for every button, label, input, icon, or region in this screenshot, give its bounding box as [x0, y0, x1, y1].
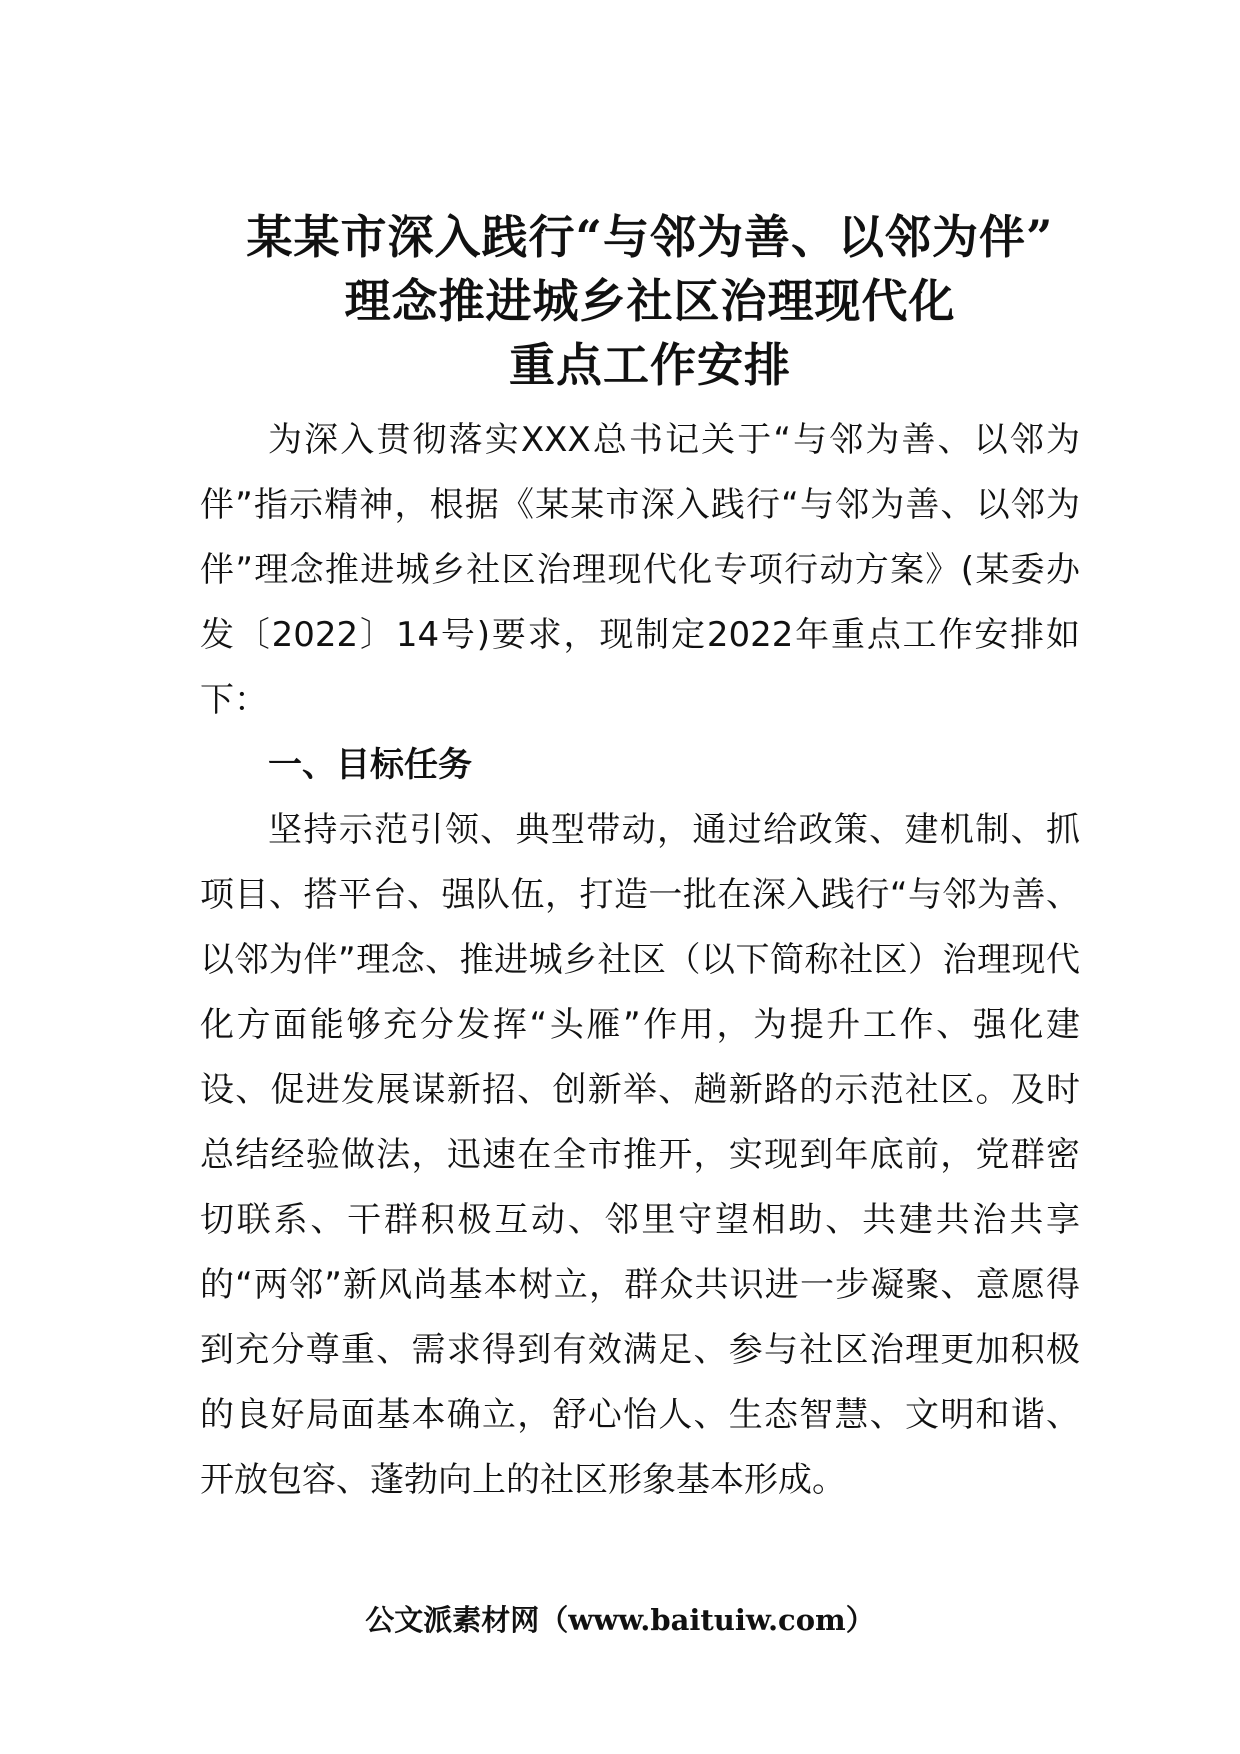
goals-paragraph: 坚持示范引领、典型带动，通过给政策、建机制、抓项目、搭平台、强队伍，打造一批在深入践行“与邻为善、以邻为伴”理念、推进城乡社区（以下简称社区）治理现代化方面能够充分发挥“头雁”作用，为提升工作、强化建设、促进发展谋新招、创新举、趟新路的示范社区。及时总结经验做法，迅速在全市推开，实现到年底前，党群密切联系、干群积极互动、邻里守望相助、共建共治共享的“两邻”新风尚基本树立，群众共识进一步凝聚、意愿得到充分尊重、需求得到有效满足、参与社区治理更加积极的良好局面基本确立，舒心怡人、生态智慧、文明和谐、开放包容、蓬勃向上的社区形象基本形成。 — [200, 810, 1080, 1500]
intro-paragraph: 为深入贯彻落实XXX总书记关于“与邻为善、以邻为伴”指示精神，根据《某某市深入践行“与邻为善、以邻为伴”理念推进城乡社区治理现代化专项行动方案》(某委办发〔2022〕14号)要求，现制定2022年重点工作安排如下： — [200, 420, 1080, 720]
title-line-3: 重点工作安排 — [509, 338, 791, 392]
document-body — [200, 408, 1080, 1513]
document-title — [150, 205, 1150, 397]
section-heading-goals: 一、目标任务 — [268, 745, 472, 785]
title-line-2: 理念推进城乡社区治理现代化 — [344, 274, 956, 328]
source-watermark: 公文派素材网（www.baituiw.com） — [365, 1603, 875, 1637]
title-line-1: 某某市深入践行“与邻为善、以邻为伴” — [246, 210, 1054, 264]
